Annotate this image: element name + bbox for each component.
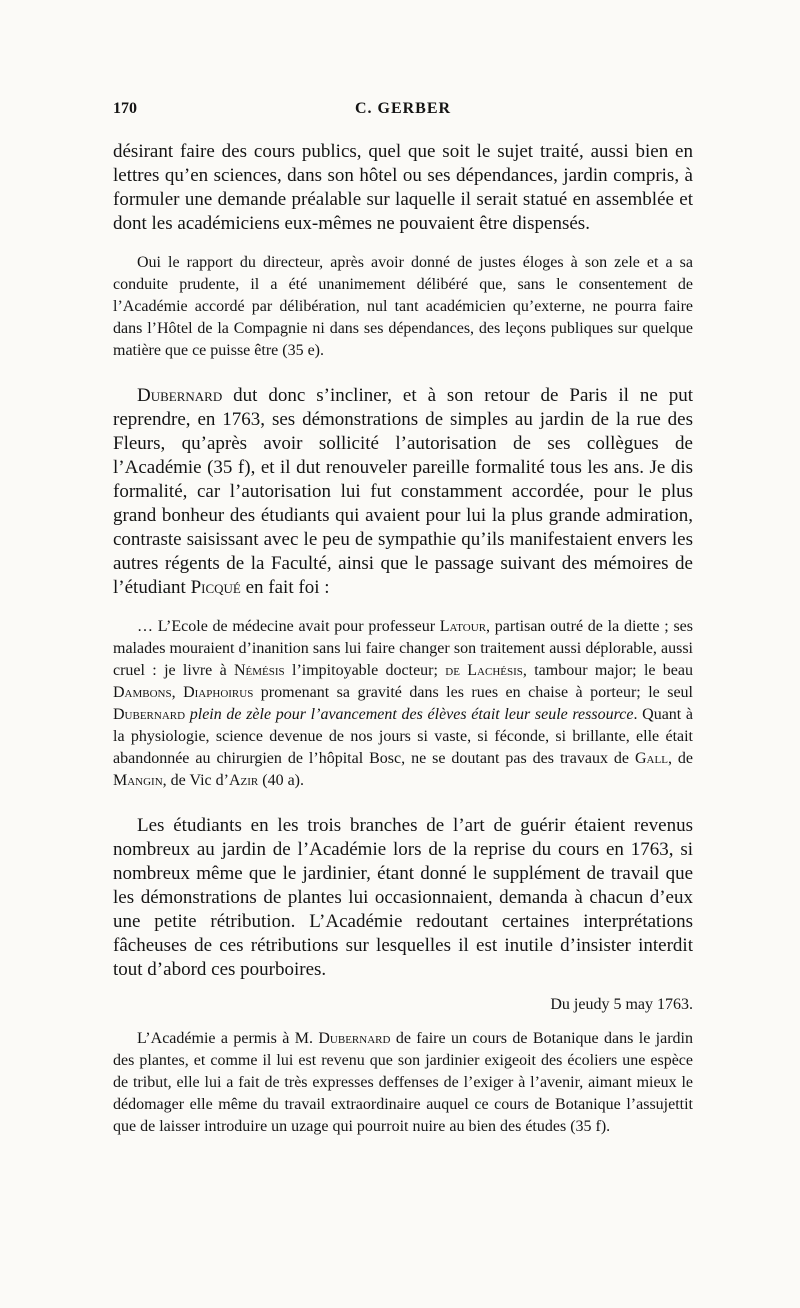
page-header: [113, 100, 693, 124]
page-number: 170: [113, 100, 137, 117]
quotation-picque-memoirs: [113, 616, 693, 792]
date-line: Du jeudy 5 may 1763.: [550, 996, 693, 1013]
name-dubernard: Dubernard: [113, 706, 186, 723]
paragraph-students: Les étudiants en les trois branches de l’art de guérir étaient revenus nombreux au jardin de l’Académie lors de la reprise du cours en 1763, si nombreux même que le jardinier, étant donné le supplément de travail que les démonstrations de plantes lui occasionnaient, demanda à chacun d’eux une petite rétribution. L’Académie redoutant certaines interprétations fâcheuses de ces rétributions sur lesquelles il est inutile d’insister interdit tout d’abord ces pourboires.: [113, 815, 693, 980]
text-segment: dut donc s’incliner, et à son retour de Paris il ne put reprendre, en 1763, ses démonstrations de simples au jardin de la rue des Fleurs, qu’après avoir sollicité l’autorisation de ses collègues de l’Académie (35 f), et il dut renouveler pareille formalité tous les ans. Je dis formalité, car l’autorisation lui fut constamment accordée, pour le plus grand bonheur des étudiants qui avaient pour lui la plus grande admiration, contraste saisissant avec le peu de sympathie qu’ils manifestaient envers les autres régents de la Faculté, ainsi que le passage suivant des mémoires de l’étudiant: [113, 385, 693, 598]
text-segment: en fait foi :: [240, 577, 330, 598]
name-picque: Picqué: [190, 577, 241, 598]
paragraph-continuation: désirant faire des cours publics, quel que soit le sujet traité, aussi bien en lettres qu’en sciences, dans son hôtel ou ses dépendances, jardin compris, à formuler une demande préalable sur laquelle il serait statué en assemblée et dont les académiciens eux-mêmes ne pouvaient être dispensés.: [113, 141, 693, 234]
quotation-deliberation: Oui le rapport du directeur, après avoir donné de justes éloges à son zele et a sa conduite prudente, il a été unanimement délibéré que, sans le consentement de l’Académie accordé par délibération, nul tant académicien qu’externe, ne pourra faire dans l’Hôtel de la Compagnie ni dans ses dépendances, des leçons publiques sur quelque matière que ce puisse être (35 e).: [113, 254, 693, 359]
text-segment: , tambour major; le beau: [522, 662, 694, 679]
text-segment: , de Vic d’: [162, 772, 229, 789]
name-lachesis: de Lachésis: [445, 662, 523, 679]
name-dambons: Dambons: [113, 684, 172, 701]
name-nemesis: Némésis: [234, 662, 285, 679]
italic-phrase: plein de zèle pour l’avancement des élèves était leur seule ressource: [189, 706, 634, 723]
name-latour: Latour: [439, 618, 487, 635]
text-segment: ,: [171, 684, 184, 701]
name-mangin: Mangin: [113, 772, 163, 789]
paragraph-dubernard: [113, 384, 693, 600]
text-segment: de faire un cours de Botanique dans le jardin des plantes, et comme il lui est revenu que son jardinier exigeoit des écoliers une espèce de tribut, elle lui a fait de très expresses deffenses de l’exiger à l’avenir, aimant mieux le dédomager elle même du travail extraordinaire auquel ce cours de Botanique l’assujettit que de laisser introduire un uzage qui pourroit nuire au bien des études (35 f).: [113, 1030, 693, 1135]
name-azir: Azir: [228, 772, 259, 789]
running-head: C. GERBER: [354, 100, 452, 117]
quotation-academy-decision: [113, 1028, 693, 1138]
text-segment: L’Académie a permis à M.: [137, 1030, 319, 1047]
text-segment: . Quant à la physiologie, science devenue de nos jours si vaste, si féconde, si brillante, elle était abandonnée au chirurgien de l’hôpital Bosc, ne se doutant pas des travaux de: [113, 706, 694, 767]
text-segment: … L’Ecole de médecine avait pour professeur: [137, 618, 440, 635]
text-segment: , de: [667, 750, 694, 767]
text-segment: , partisan outré de la diette ; ses malades mouraient d’inanition sans lui faire changer son traitement aussi déplorable, aussi cruel : je livre à: [113, 618, 694, 679]
name-gall: Gall: [635, 750, 668, 767]
page-body: [113, 140, 693, 1138]
name-diaphoirus: Diaphoirus: [183, 684, 254, 701]
text-segment: (40 a).: [258, 772, 304, 789]
text-segment: l’impitoyable docteur;: [284, 662, 446, 679]
name-dubernard: Dubernard: [137, 385, 223, 406]
text-segment: promenant sa gravité dans les rues en chaise à porteur; le seul: [253, 684, 694, 701]
name-dubernard: Dubernard: [318, 1030, 391, 1047]
